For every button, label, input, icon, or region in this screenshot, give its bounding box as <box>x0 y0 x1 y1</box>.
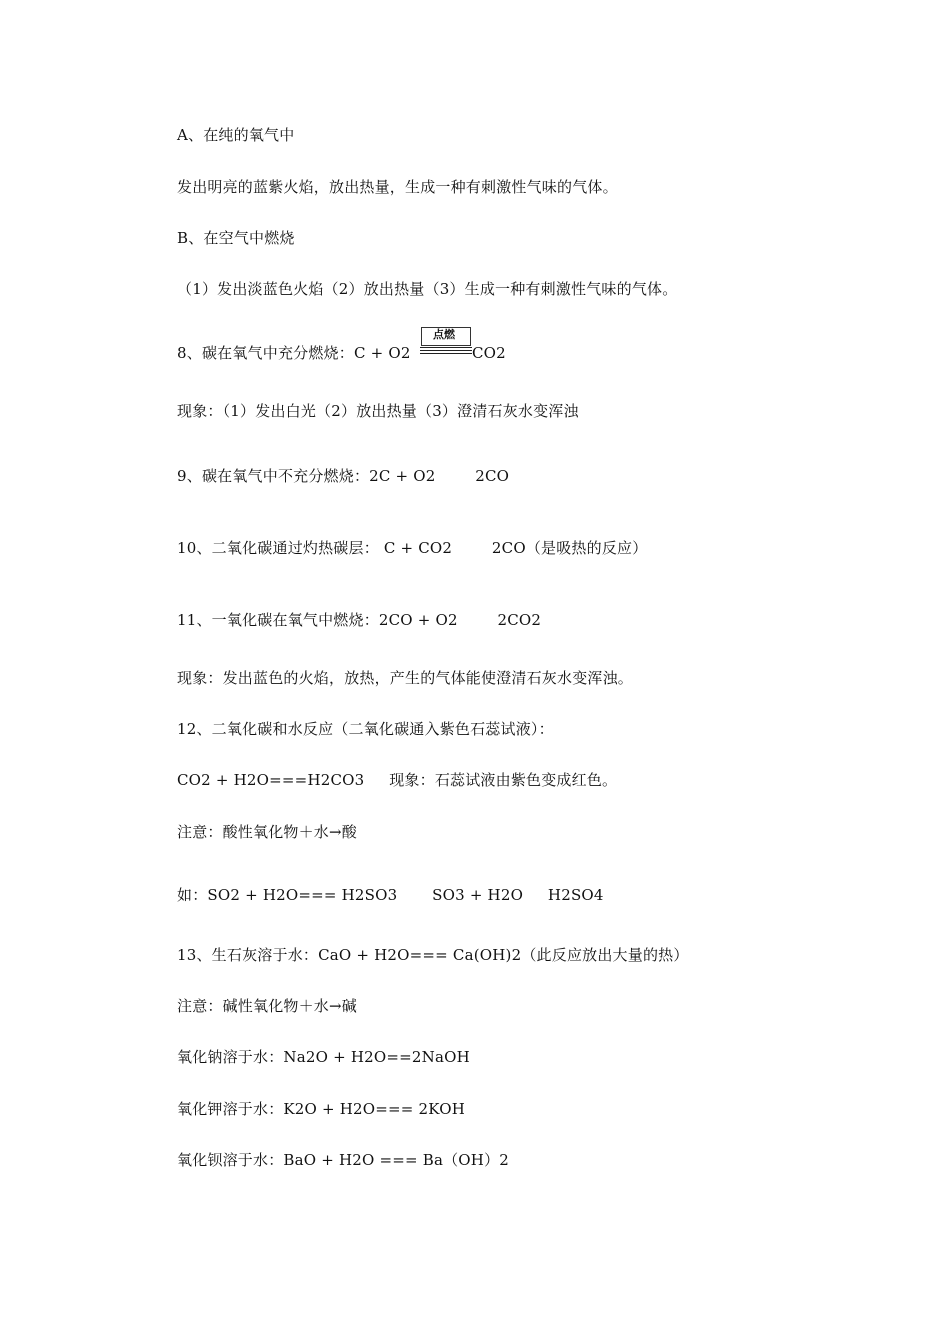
section-a-description: 发出明亮的蓝紫火焰，放出热量，生成一种有刺激性气味的气体。 <box>177 178 618 196</box>
reaction-13: 13、生石灰溶于水：CaO + H2O=== Ca(OH)2（此反应放出大量的热） <box>177 946 689 964</box>
reaction-10: 10、二氧化碳通过灼热碳层： C + CO2 2CO（是吸热的反应） <box>177 539 648 557</box>
reaction-8-phenomenon: 现象：（1）发出白光（2）放出热量（3）澄清石灰水变浑浊 <box>177 402 579 420</box>
potassium-oxide-reaction: 氧化钾溶于水：K2O + H2O=== 2KOH <box>177 1100 466 1118</box>
reaction-9: 9、碳在氧气中不充分燃烧：2C + O2 2CO <box>177 467 510 485</box>
equals-bar-bottom <box>420 353 472 354</box>
reaction-8-right: CO2 <box>472 344 506 362</box>
note-basic-oxide: 注意：碱性氧化物＋水→碱 <box>177 997 357 1015</box>
reaction-11: 11、一氧化碳在氧气中燃烧：2CO + O2 2CO2 <box>177 611 542 629</box>
barium-oxide-reaction: 氧化钡溶于水：BaO + H2O === Ba（OH）2 <box>177 1151 510 1169</box>
reaction-11-phenomenon: 现象：发出蓝色的火焰，放热，产生的气体能使澄清石灰水变浑浊。 <box>177 669 634 687</box>
condition-label: 点燃 <box>433 328 455 341</box>
note-acidic-oxide: 注意：酸性氧化物＋水→酸 <box>177 823 357 841</box>
equals-bar-middle <box>420 350 472 351</box>
sodium-oxide-reaction: 氧化钠溶于水：Na2O + H2O==2NaOH <box>177 1048 470 1066</box>
reaction-8-condition-sign <box>420 327 472 357</box>
reaction-12: 12、二氧化碳和水反应（二氧化碳通入紫色石蕊试液）： <box>177 720 554 738</box>
reaction-12-equation: CO2 + H2O===H2CO3 现象：石蕊试液由紫色变成红色。 <box>177 771 618 789</box>
section-b-title: B、在空气中燃烧 <box>177 229 295 247</box>
reaction-8-left: 8、碳在氧气中充分燃烧：C + O2 <box>177 344 411 362</box>
section-b-description: （1）发出淡蓝色火焰（2）放出热量（3）生成一种有刺激性气味的气体。 <box>177 280 678 298</box>
example-acids: 如：SO2 + H2O=== H2SO3 SO3 + H2O H2SO4 <box>177 886 604 904</box>
section-a-title: A、在纯的氧气中 <box>177 126 295 144</box>
equals-bar-top <box>420 347 472 348</box>
